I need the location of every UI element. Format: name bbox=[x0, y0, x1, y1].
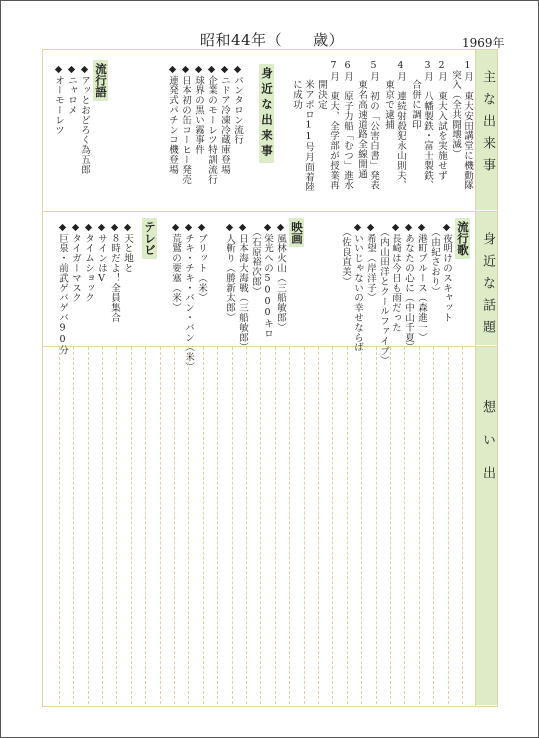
main-event-line: 合併に調印 bbox=[410, 60, 421, 130]
movie-item: ◆人斬り（勝新太郎） bbox=[224, 222, 235, 323]
memo-ruled-line bbox=[246, 347, 247, 704]
memo-ruled-line bbox=[304, 347, 305, 704]
hit-song-item: ◆あなたの心に（中山千夏） bbox=[403, 222, 414, 353]
memo-ruled-line bbox=[462, 347, 463, 704]
page-title: 昭和44年（ 歳） bbox=[200, 31, 345, 49]
movie-item: ◆栄光への5000キロ bbox=[262, 222, 273, 339]
memo-ruled-line bbox=[232, 347, 233, 704]
memo-ruled-line bbox=[448, 347, 449, 704]
buzzwords-tag: 流行語 bbox=[93, 60, 108, 101]
memo-ruled-line bbox=[332, 347, 333, 704]
hit-song-item: （佐良直美） bbox=[340, 222, 351, 287]
movie-item: ◆荒鷲の要塞（米） bbox=[170, 222, 181, 313]
year-label: 1969年 bbox=[462, 36, 505, 50]
main-event-line: に成功 bbox=[291, 60, 302, 110]
main-event-line: 7月 東大、全学部が授業再 bbox=[328, 60, 339, 191]
hit-song-item: ◆夜明けのスキャット bbox=[441, 222, 452, 323]
hit-song-item: （由紀さおり） bbox=[429, 222, 440, 297]
memo-ruled-line bbox=[347, 347, 348, 704]
memo-ruled-line bbox=[88, 347, 89, 704]
memo-ruled-line bbox=[160, 347, 161, 704]
memo-ruled-line bbox=[433, 347, 434, 704]
buzzword-item: ◆ニャロメ bbox=[66, 64, 77, 115]
nearby-event-item: ◆連発式パチンコ機登場 bbox=[167, 64, 178, 175]
memo-ruled-line bbox=[419, 347, 420, 704]
main-event-line: 米アポロ11号月面着陸 bbox=[303, 60, 314, 192]
tv-item: ◆サインはV bbox=[96, 222, 107, 285]
memories-label: 想い出 bbox=[480, 400, 495, 499]
main-event-line: 6月 原子力船「むつ」進水 bbox=[342, 60, 353, 191]
nearby-event-item: ◆企業のモーレツ特訓流行 bbox=[206, 64, 217, 185]
memo-ruled-line bbox=[145, 347, 146, 704]
main-event-line: 2月 東大入試を実施せず bbox=[436, 60, 447, 181]
nearby-event-item: ◆パンタロン流行 bbox=[232, 64, 243, 145]
memo-ruled-line bbox=[376, 347, 377, 704]
main-event-line: 4月 連続射殺犯永山則夫、 bbox=[395, 60, 406, 191]
memo-ruled-line bbox=[131, 347, 132, 704]
main-event-line: 3月 八幡製鉄・富士製鉄、 bbox=[422, 60, 433, 191]
main-event-line: 1月 東大安田講堂に機動隊 bbox=[462, 60, 473, 191]
memories-writing-area[interactable] bbox=[42, 347, 476, 706]
movie-item: ◆風林火山（三船敏郎） bbox=[275, 222, 286, 333]
buzzword-item: ◆オーモーレツ bbox=[53, 64, 64, 135]
memo-ruled-line bbox=[116, 347, 117, 704]
tv-item: ◆タイガーマスク bbox=[70, 222, 81, 303]
memo-ruled-line bbox=[318, 347, 319, 704]
movie-item: ◆日本海大海戦（三船敏郎） bbox=[237, 222, 248, 353]
nearby-events-tag: 身近な出来事 bbox=[259, 64, 274, 163]
hit-song-item: ◆いいじゃないの幸せならば bbox=[352, 222, 363, 353]
memo-ruled-line bbox=[73, 347, 74, 704]
memo-ruled-line bbox=[217, 347, 218, 704]
movies-tag: 映画 bbox=[289, 218, 304, 247]
tv-item: ◆８時だよ！全員集合 bbox=[109, 222, 120, 323]
memo-ruled-line bbox=[404, 347, 405, 704]
main-event-line: 開決定 bbox=[316, 60, 327, 110]
tv-item: ◆タイムショック bbox=[83, 222, 94, 303]
main-events-label: 主な出来事 bbox=[480, 70, 495, 180]
movie-item: ◆チキ・チキ・バン・バン（米） bbox=[183, 222, 194, 372]
memo-ruled-line bbox=[275, 347, 276, 704]
tv-tag: テレビ bbox=[142, 218, 157, 259]
section-divider-1 bbox=[43, 211, 498, 212]
movie-item: ◆ブリット（米） bbox=[196, 222, 207, 303]
memo-ruled-line bbox=[188, 347, 189, 704]
main-event-line: 5月 初の「公害白書」発表 bbox=[368, 60, 379, 191]
hit-song-item: （内山田洋とクールファイブ） bbox=[378, 222, 389, 366]
hit-song-item: ◆長崎は今日も雨だった bbox=[390, 222, 401, 333]
memo-ruled-line bbox=[390, 347, 391, 704]
memo-ruled-line bbox=[203, 347, 204, 704]
nearby-event-item: ◆ニドア冷凍冷蔵庫登場 bbox=[219, 64, 230, 175]
memo-ruled-line bbox=[102, 347, 103, 704]
nearby-event-item: ◆日本初の缶コーヒー発売 bbox=[180, 64, 191, 185]
hit-song-item: ◆港町ブルース（森進一） bbox=[416, 222, 427, 343]
memo-ruled-line bbox=[59, 347, 60, 704]
nearby-event-item: ◆球界の黒い霧事件 bbox=[193, 64, 204, 155]
hit-songs-tag: 流行歌 bbox=[455, 218, 470, 259]
tv-item: ◆巨泉・前武ゲバゲバ90分 bbox=[57, 222, 68, 356]
memo-ruled-line bbox=[260, 347, 261, 704]
memo-ruled-line bbox=[361, 347, 362, 704]
buzzword-item: ◆アッとおどろく為五郎 bbox=[79, 64, 90, 175]
movie-item: （石原裕次郎） bbox=[250, 222, 261, 297]
main-event-line: 東名高速道路全線開通 bbox=[356, 60, 367, 179]
nearby-topics-label: 身近な話題 bbox=[480, 232, 495, 342]
memo-ruled-line bbox=[289, 347, 290, 704]
hit-song-item: ◆希望（岸洋子） bbox=[365, 222, 376, 303]
main-event-line: 突入（全共闘壊滅） bbox=[450, 60, 461, 159]
tv-item: ◆天と地と bbox=[122, 222, 133, 273]
main-event-line: 東京で逮捕 bbox=[383, 60, 394, 130]
memo-ruled-line bbox=[174, 347, 175, 704]
